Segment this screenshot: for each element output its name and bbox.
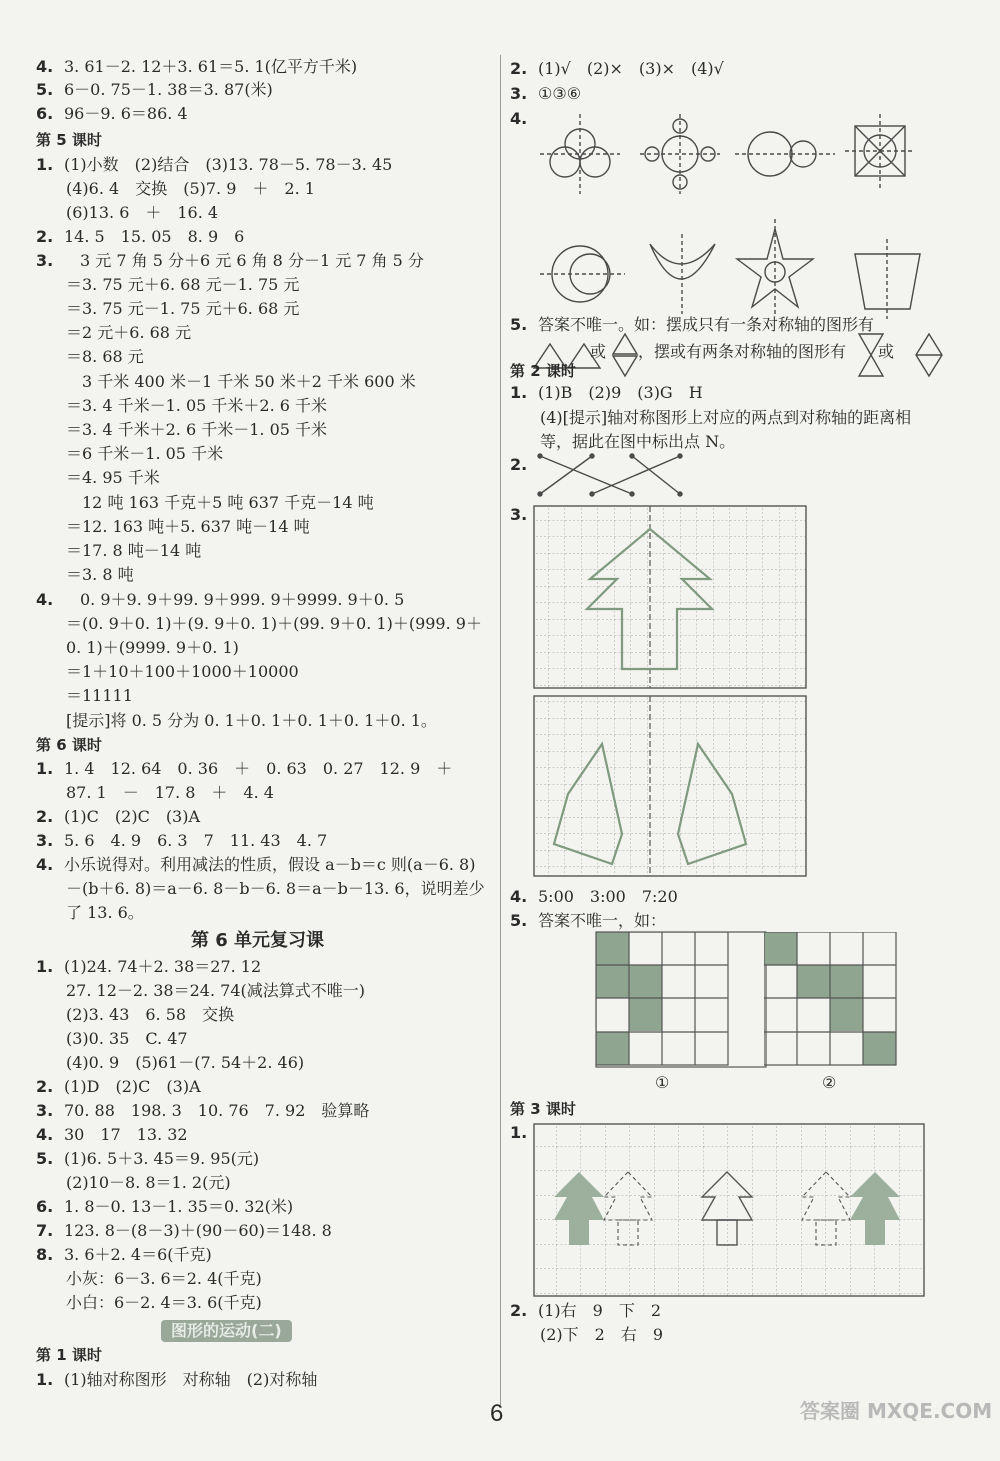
answer-line: 2. (1)√ (2)× (3)× (4)√ xyxy=(510,59,724,78)
answer-line: 12 吨 163 千克＋5 吨 637 千克－14 吨 xyxy=(66,493,374,512)
answer-line: (6)13. 6 ＋ 16. 4 xyxy=(66,203,219,222)
answer-line: (2)10－8. 8＝1. 2(元) xyxy=(66,1173,231,1192)
answer-line: (3)0. 35 C. 47 xyxy=(66,1029,188,1048)
answer-line: (4)0. 9 (5)61－(7. 54＋2. 46) xyxy=(66,1053,305,1072)
square-figure xyxy=(845,114,915,189)
answer-line: 4. 3. 61－2. 12＋3. 61＝5. 1(亿平方千米) xyxy=(36,57,358,76)
answer-line: (2)3. 43 6. 58 交换 xyxy=(66,1005,235,1024)
answer-line: 2. 14. 5 15. 05 8. 9 6 xyxy=(36,227,245,246)
unit-banner-label: 图形的运动(二) xyxy=(161,1320,292,1342)
lesson-heading: 第 3 课时 xyxy=(510,1100,576,1118)
ornament-figure xyxy=(640,114,720,194)
lesson-heading: 第 6 课时 xyxy=(36,736,102,754)
answer-line: ＝3. 75 元＋6. 68 元－1. 75 元 xyxy=(66,275,300,294)
answer-line: 3 千米 400 米－1 千米 50 米＋2 千米 600 米 xyxy=(66,372,416,391)
answer-line: ＝3. 4 千米＋2. 6 千米－1. 05 千米 xyxy=(66,420,328,439)
unit-heading: 第 6 单元复习课 xyxy=(191,930,325,951)
answer-line: 87. 1 － 17. 8 ＋ 4. 4 xyxy=(66,783,274,802)
answer-line: 3. ①③⑥ xyxy=(510,84,582,103)
lesson-heading: 第 1 课时 xyxy=(36,1346,102,1364)
answer-line: 5. 6－0. 75－1. 38＝3. 87(米) xyxy=(36,80,273,99)
answer-line: 27. 12－2. 38＝24. 74(减法算式不唯一) xyxy=(66,981,365,1000)
answer-line: ＝17. 8 吨－14 吨 xyxy=(66,541,202,560)
stacked-triangles-icon xyxy=(610,332,640,378)
answer-line: 小灰：6－3. 6＝2. 4(千克) xyxy=(66,1269,262,1288)
answer-line: ＝(0. 9＋0. 1)＋(9. 9＋0. 1)＋(99. 9＋0. 1)＋(999. 9＋ xyxy=(66,614,482,633)
answer-line: 2. (1)右 9 下 2 xyxy=(510,1301,662,1320)
answer-line: 0. 1)＋(9999. 9＋0. 1) xyxy=(66,638,239,657)
answer-line: 1. (1)B (2)9 (3)G H xyxy=(510,383,703,402)
answer-line: 1. xyxy=(510,1123,528,1142)
crescent-ring-figure xyxy=(540,246,625,302)
answer-line: ＝3. 75 元－1. 75 元＋6. 68 元 xyxy=(66,299,300,318)
answer-line: 4. 小乐说得对。利用减法的性质，假设 a－b＝c 则(a－6. 8) xyxy=(36,855,476,874)
answer-line: 6. 96－9. 6＝86. 4 xyxy=(36,104,188,123)
answer-line: 7. 123. 8－(8－3)＋(90－60)＝148. 8 xyxy=(36,1221,332,1240)
lesson-heading: 第 2 课时 xyxy=(510,362,576,380)
answer-line: 2. (1)D (2)C (3)A xyxy=(36,1077,201,1096)
translation-grid xyxy=(532,1122,927,1302)
crescent-moon-figure xyxy=(650,234,715,314)
answer-line: ＝3. 4 千米－1. 05 千米＋2. 6 千米 xyxy=(66,396,328,415)
answer-line: 5. 答案不唯一。如：摆成只有一条对称轴的图形有 xyxy=(510,315,875,334)
diamond-icon xyxy=(914,332,944,378)
answer-line: 1. (1)轴对称图形 对称轴 (2)对称轴 xyxy=(36,1370,318,1389)
figure-caption: ② xyxy=(822,1073,837,1092)
hourglass-icon xyxy=(856,332,886,378)
page-number: 6 xyxy=(490,1400,504,1427)
shaded-grid-two xyxy=(764,932,904,1072)
trapezoid-figure xyxy=(855,239,920,319)
hint-line: 等，据此在图中标出点 N。 xyxy=(540,432,736,451)
watermark: 答案圈 MXQE.COM xyxy=(800,1399,993,1423)
hint-line: (4)[提示]轴对称图形上对应的两点到对称轴的距离相 xyxy=(540,408,912,427)
answer-line: 1. 1. 4 12. 64 0. 36 ＋ 0. 63 0. 27 12. 9 ＋ xyxy=(36,759,453,778)
flower-figure xyxy=(540,114,620,194)
matching-lines xyxy=(532,452,692,500)
answer-line: (4)6. 4 交换 (5)7. 9 ＋ 2. 1 xyxy=(66,179,315,198)
answer-line: 3. 3 元 7 角 5 分＋6 元 6 角 8 分－1 元 7 角 5 分 xyxy=(36,251,424,270)
answer-line: 4. 5:00 3:00 7:20 xyxy=(510,887,678,906)
double-circle-figure xyxy=(735,132,835,176)
answer-line: 了 13. 6。 xyxy=(66,903,144,922)
answer-line: ＝8. 68 元 xyxy=(66,347,144,366)
answer-line: (2)下 2 右 9 xyxy=(540,1325,664,1344)
answer-line: 3. 5. 6 4. 9 6. 3 7 11. 43 4. 7 xyxy=(36,831,328,850)
answer-line: ＝6 千米－1. 05 千米 xyxy=(66,444,224,463)
answer-line: 6. 1. 8－0. 13－1. 35＝0. 32(米) xyxy=(36,1197,294,1216)
answer-line: 1. (1)小数 (2)结合 (3)13. 78－5. 78－3. 45 xyxy=(36,155,393,174)
answer-line: 2. xyxy=(510,455,528,474)
answer-line: ＝1＋10＋100＋1000＋10000 xyxy=(66,662,299,681)
answer-line: 2. (1)C (2)C (3)A xyxy=(36,807,201,826)
answer-line: ＝12. 163 吨＋5. 637 吨－14 吨 xyxy=(66,517,310,536)
shaded-grid-one xyxy=(596,932,736,1072)
figure-caption: ① xyxy=(655,1073,670,1092)
symmetry-figures xyxy=(530,114,980,324)
unit-banner xyxy=(161,1320,292,1342)
answer-line: 5. 答案不唯一，如： xyxy=(510,911,667,930)
answer-line: 小白：6－2. 4＝3. 6(千克) xyxy=(66,1293,262,1312)
answer-line: 8. 3. 6＋2. 4＝6(千克) xyxy=(36,1245,212,1264)
lesson-heading: 第 5 课时 xyxy=(36,131,102,149)
answer-line: ＝2 元＋6. 68 元 xyxy=(66,323,192,342)
answer-line: 1. (1)24. 74＋2. 38＝27. 12 xyxy=(36,957,262,976)
answer-line: 5. (1)6. 5＋3. 45＝9. 95(元) xyxy=(36,1149,260,1168)
column-divider xyxy=(500,55,501,1405)
answer-line: ＝11111 xyxy=(66,686,133,705)
star-figure xyxy=(737,219,813,314)
answer-line: 4. xyxy=(510,109,528,128)
answer-line: 4. 0. 9＋9. 9＋99. 9＋999. 9＋9999. 9＋0. 5 xyxy=(36,590,405,609)
hint-line: [提示]将 0. 5 分为 0. 1＋0. 1＋0. 1＋0. 1＋0. 1。 xyxy=(66,711,437,730)
answer-line: 4. 30 17 13. 32 xyxy=(36,1125,188,1144)
grid-drawings xyxy=(532,504,812,884)
answer-line: －(b＋6. 8)＝a－6. 8－b－6. 8＝a－b－13. 6，说明差少 xyxy=(66,879,485,898)
answer-line: 3. xyxy=(510,505,528,524)
answer-line: ＝4. 95 千米 xyxy=(66,468,160,487)
answer-line: 3. 70. 88 198. 3 10. 76 7. 92 验算略 xyxy=(36,1101,370,1120)
answer-line: ＝3. 8 吨 xyxy=(66,565,134,584)
answer-line: 或 ，摆或有两条对称轴的图形有 或 xyxy=(590,342,895,361)
